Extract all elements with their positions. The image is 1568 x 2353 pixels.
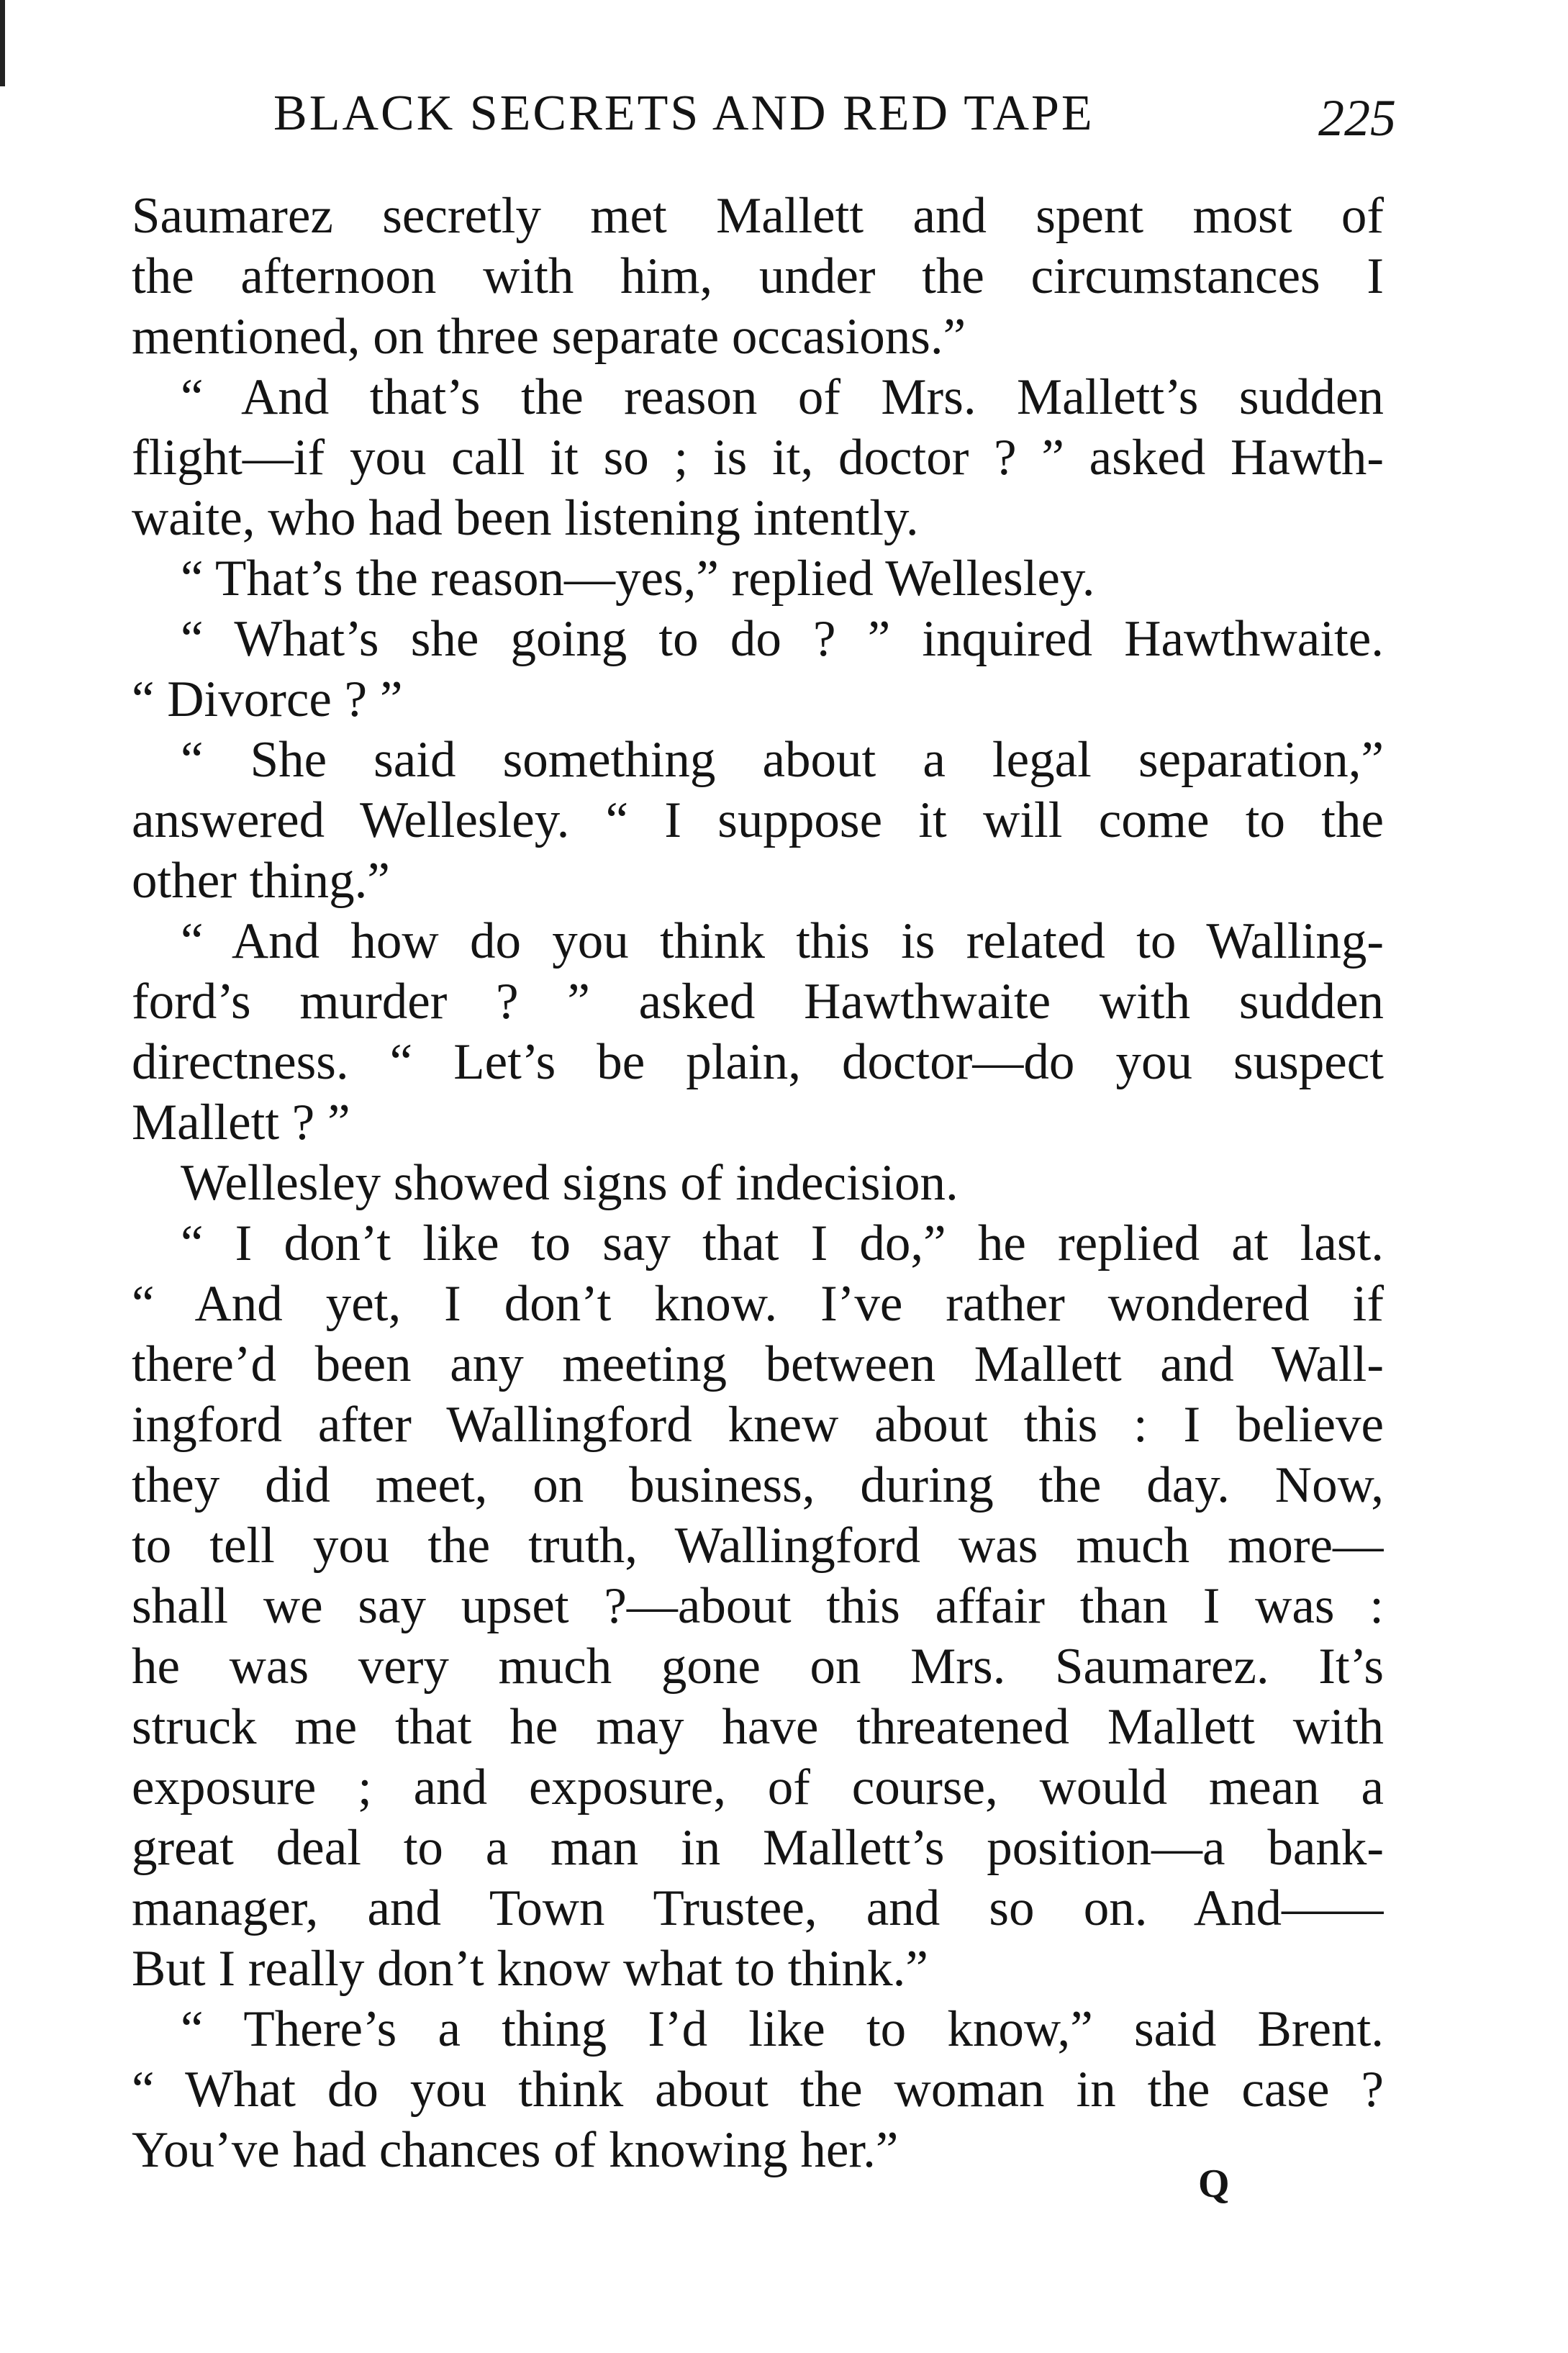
running-head: BLACK SECRETS AND RED TAPE: [273, 86, 1095, 141]
text-line: ingford after Wallingford knew about this : I believe: [132, 1397, 1384, 1453]
text-line: You’ve had chances of knowing her.”: [132, 2122, 899, 2178]
text-line: struck me that he may have threatened Mallett with: [132, 1699, 1384, 1755]
text-line: there’d been any meeting between Mallett and Wall-: [132, 1336, 1384, 1392]
text-line: answered Wellesley. “ I suppose it will come to the: [132, 792, 1384, 848]
text-line: “ Divorce ? ”: [132, 671, 403, 727]
text-line: Wellesley showed signs of indecision.: [181, 1155, 959, 1211]
text-line: “ And that’s the reason of Mrs. Mallett’s sudden: [181, 369, 1384, 425]
scan-edge-mark: [0, 0, 5, 86]
text-line: flight—if you call it so ; is it, doctor ? ” asked Hawth-: [132, 430, 1384, 486]
text-line: ford’s murder ? ” asked Hawthwaite with sudden: [132, 974, 1384, 1030]
text-line: he was very much gone on Mrs. Saumarez. It’s: [132, 1638, 1384, 1695]
text-line: manager, and Town Trustee, and so on. And——: [132, 1880, 1384, 1936]
text-line: “ That’s the reason—yes,” replied Wellesley.: [181, 550, 1095, 607]
page-header: [273, 85, 1396, 147]
text-line: “ There’s a thing I’d like to know,” said Brent.: [181, 2001, 1384, 2057]
text-line: they did meet, on business, during the day. Now,: [132, 1457, 1384, 1513]
text-line: other thing.”: [132, 853, 390, 909]
text-line: directness. “ Let’s be plain, doctor—do you suspect: [132, 1034, 1384, 1090]
text-line: to tell you the truth, Wallingford was much more—: [132, 1518, 1384, 1574]
text-line: “ What’s she going to do ? ” inquired Hawthwaite.: [181, 611, 1384, 667]
text-line: the afternoon with him, under the circumstances I: [132, 248, 1384, 304]
page-number: 225: [1318, 89, 1396, 147]
text-line: “ And how do you think this is related to Walling-: [181, 913, 1384, 969]
text-line: “ And yet, I don’t know. I’ve rather wondered if: [132, 1276, 1384, 1332]
text-line: exposure ; and exposure, of course, would mean a: [132, 1759, 1384, 1815]
text-line: shall we say upset ?—about this affair than I was :: [132, 1578, 1384, 1634]
text-line: “ What do you think about the woman in the case ?: [132, 2062, 1384, 2118]
text-line: But I really don’t know what to think.”: [132, 1941, 928, 1997]
text-line: Saumarez secretly met Mallett and spent most of: [132, 188, 1384, 244]
text-line: mentioned, on three separate occasions.”: [132, 309, 966, 365]
text-line: Mallett ? ”: [132, 1094, 350, 1151]
text-line: waite, who had been listening intently.: [132, 490, 919, 546]
text-line: “ I don’t like to say that I do,” he replied at last.: [181, 1215, 1384, 1271]
signature-mark: Q: [1198, 2162, 1230, 2206]
text-line: “ She said something about a legal separation,”: [181, 732, 1384, 788]
text-line: great deal to a man in Mallett’s position—a bank-: [132, 1820, 1384, 1876]
body-text: [132, 186, 1384, 2180]
